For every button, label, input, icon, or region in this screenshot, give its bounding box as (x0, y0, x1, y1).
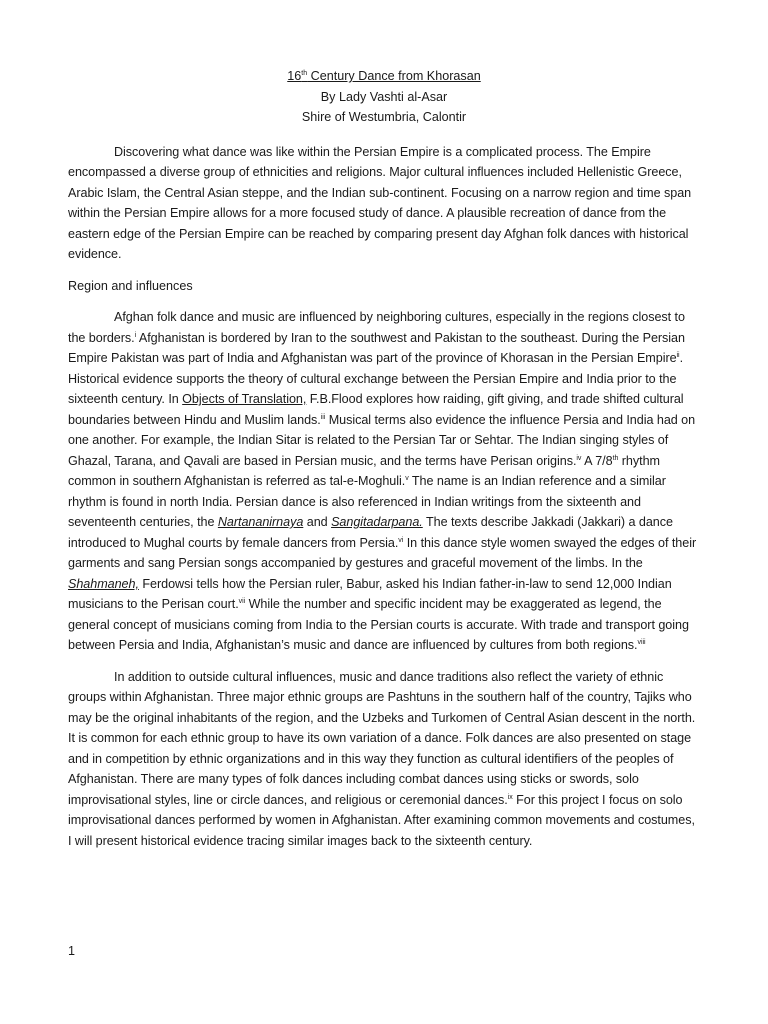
endnote-ref: vi (398, 536, 404, 544)
superscript-th: th (612, 454, 619, 462)
endnote-ref: viii (637, 638, 646, 646)
endnote-ref: vii (238, 597, 246, 605)
title-number: 16 (287, 69, 302, 83)
section-heading: Region and influences (68, 278, 193, 293)
intro-paragraph: Discovering what dance was like within the Persian Empire is a complicated process. The Empire encompassed a diverse group of ethnicities and religions. Major cultural influences included Hellenistic Greece, Arabic Islam, the Central Asian steppe, and the Indian sub-continent. Focusing on a narrow region and time span within the Persian Empire allows for a more focused study of dance. A plausible recreation of dance from the eastern edge of the Persian Empire can be reached by comparing present day Afghan folk dances with historical evidence. (68, 144, 692, 261)
page-number: 1 (68, 944, 76, 958)
book-title: Nartananirnaya (217, 515, 304, 529)
influences-paragraph: Afghan folk dance and music are influenced by neighboring cultures, especially in the regions closest to the borders.$^i$ Afghanistan is bordered by Iran to the southwest and Pakistan to the southeast. During the Persian Empire Pakistan was part of India and Afghanistan was part of the province of Khorasan in the Persian Empire$^{ii}$. Historical evidence supports the theory of cultural exchange between the Persian Empire and India prior to the sixteenth century. In Objects of Translation, F.B.Flood explores how raiding, gift giving, and trade shifted cultural boundaries between Hindu and Muslim lands.$^{iii}$ Musical terms also evidence the influence Persia and India had on one another. For example, the Indian Sitar is related to the Persian Tar or Sehtar. The Indian singing styles of Ghazal, Tarana, and Qavali are based in Persian music, and the terms have Perisan origins.$^{iv}$ A 7/8th rhythm common in southern Afghanistan is referred as tal-e-Moghuli.$^v$ The name is an Indian reference and a similar rhythm is found in north India. Persian dance is also referenced in Indian writings from the sixteenth and seventeenth centuries, the Nartananirnaya and Sangitadarpana. The texts describe Jakkadi (Jakkari) a dance introduced to Mughal courts by female dancers from Persia.$^{vi}$ In this dance style women swayed the edges of their garments and sang Persian songs accompanied by gestures and graceful movement of the limbs. In the Shahmaneh, Ferdowsi tells how the Persian ruler, Babur, asked his Indian father-in-law to send 12,000 Indian musicians to the Perisan court.$^{vii}$ While the number and specific incident may be exaggerated as legend, the general concept of musicians coming from India to the Persian courts is accurate. With trade and transport going between Persia and India, Afghanistan’s music and dance are influenced by cultures from both regions.$^{viii}$ (68, 310, 697, 652)
title-superscript: th (301, 69, 308, 77)
location-line: Shire of Westumbria, Calontir (301, 110, 467, 124)
endnote-ref: iv (576, 454, 582, 462)
book-title: Shahmaneh, (68, 576, 139, 591)
author-line: By Lady Vashti al-Asar (320, 89, 448, 104)
book-title: Objects of Translation, (182, 392, 307, 406)
document-header (68, 66, 700, 128)
document-title (68, 66, 700, 87)
title-text: Century Dance from Khorasan (307, 69, 481, 83)
endnote-ref: ix (507, 793, 513, 801)
endnote-ref: iii (320, 413, 326, 421)
endnote-ref: v (405, 474, 409, 482)
ethnic-groups-paragraph: In addition to outside cultural influences, music and dance traditions also reflect the variety of ethnic groups within Afghanistan. Three major ethnic groups are Pashtuns in the southern half of the country, Tajiks who may be the original inhabitants of the region, and the Uzbeks and Turkomen of Central Asian descent in the north. It is common for each ethnic group to have its own variation of a dance. Folk dances are also presented on stage and in competition by ethnic organizations and in this way they function as cultural identifiers of the peoples of Afghanistan. There are many types of folk dances including combat dances using sticks or swords, solo improvisational styles, line or circle dances, and religious or ceremonial dances.$^{ix}$ For this project I focus on solo improvisational dances performed by women in Afghanistan. After examining common movements and costumes, I will present historical evidence tracing similar images back to the sixteenth century. (68, 669, 696, 848)
book-title: Sangitadarpana. (331, 515, 423, 529)
endnote-ref: i (134, 331, 137, 339)
endnote-ref: ii (676, 351, 680, 359)
